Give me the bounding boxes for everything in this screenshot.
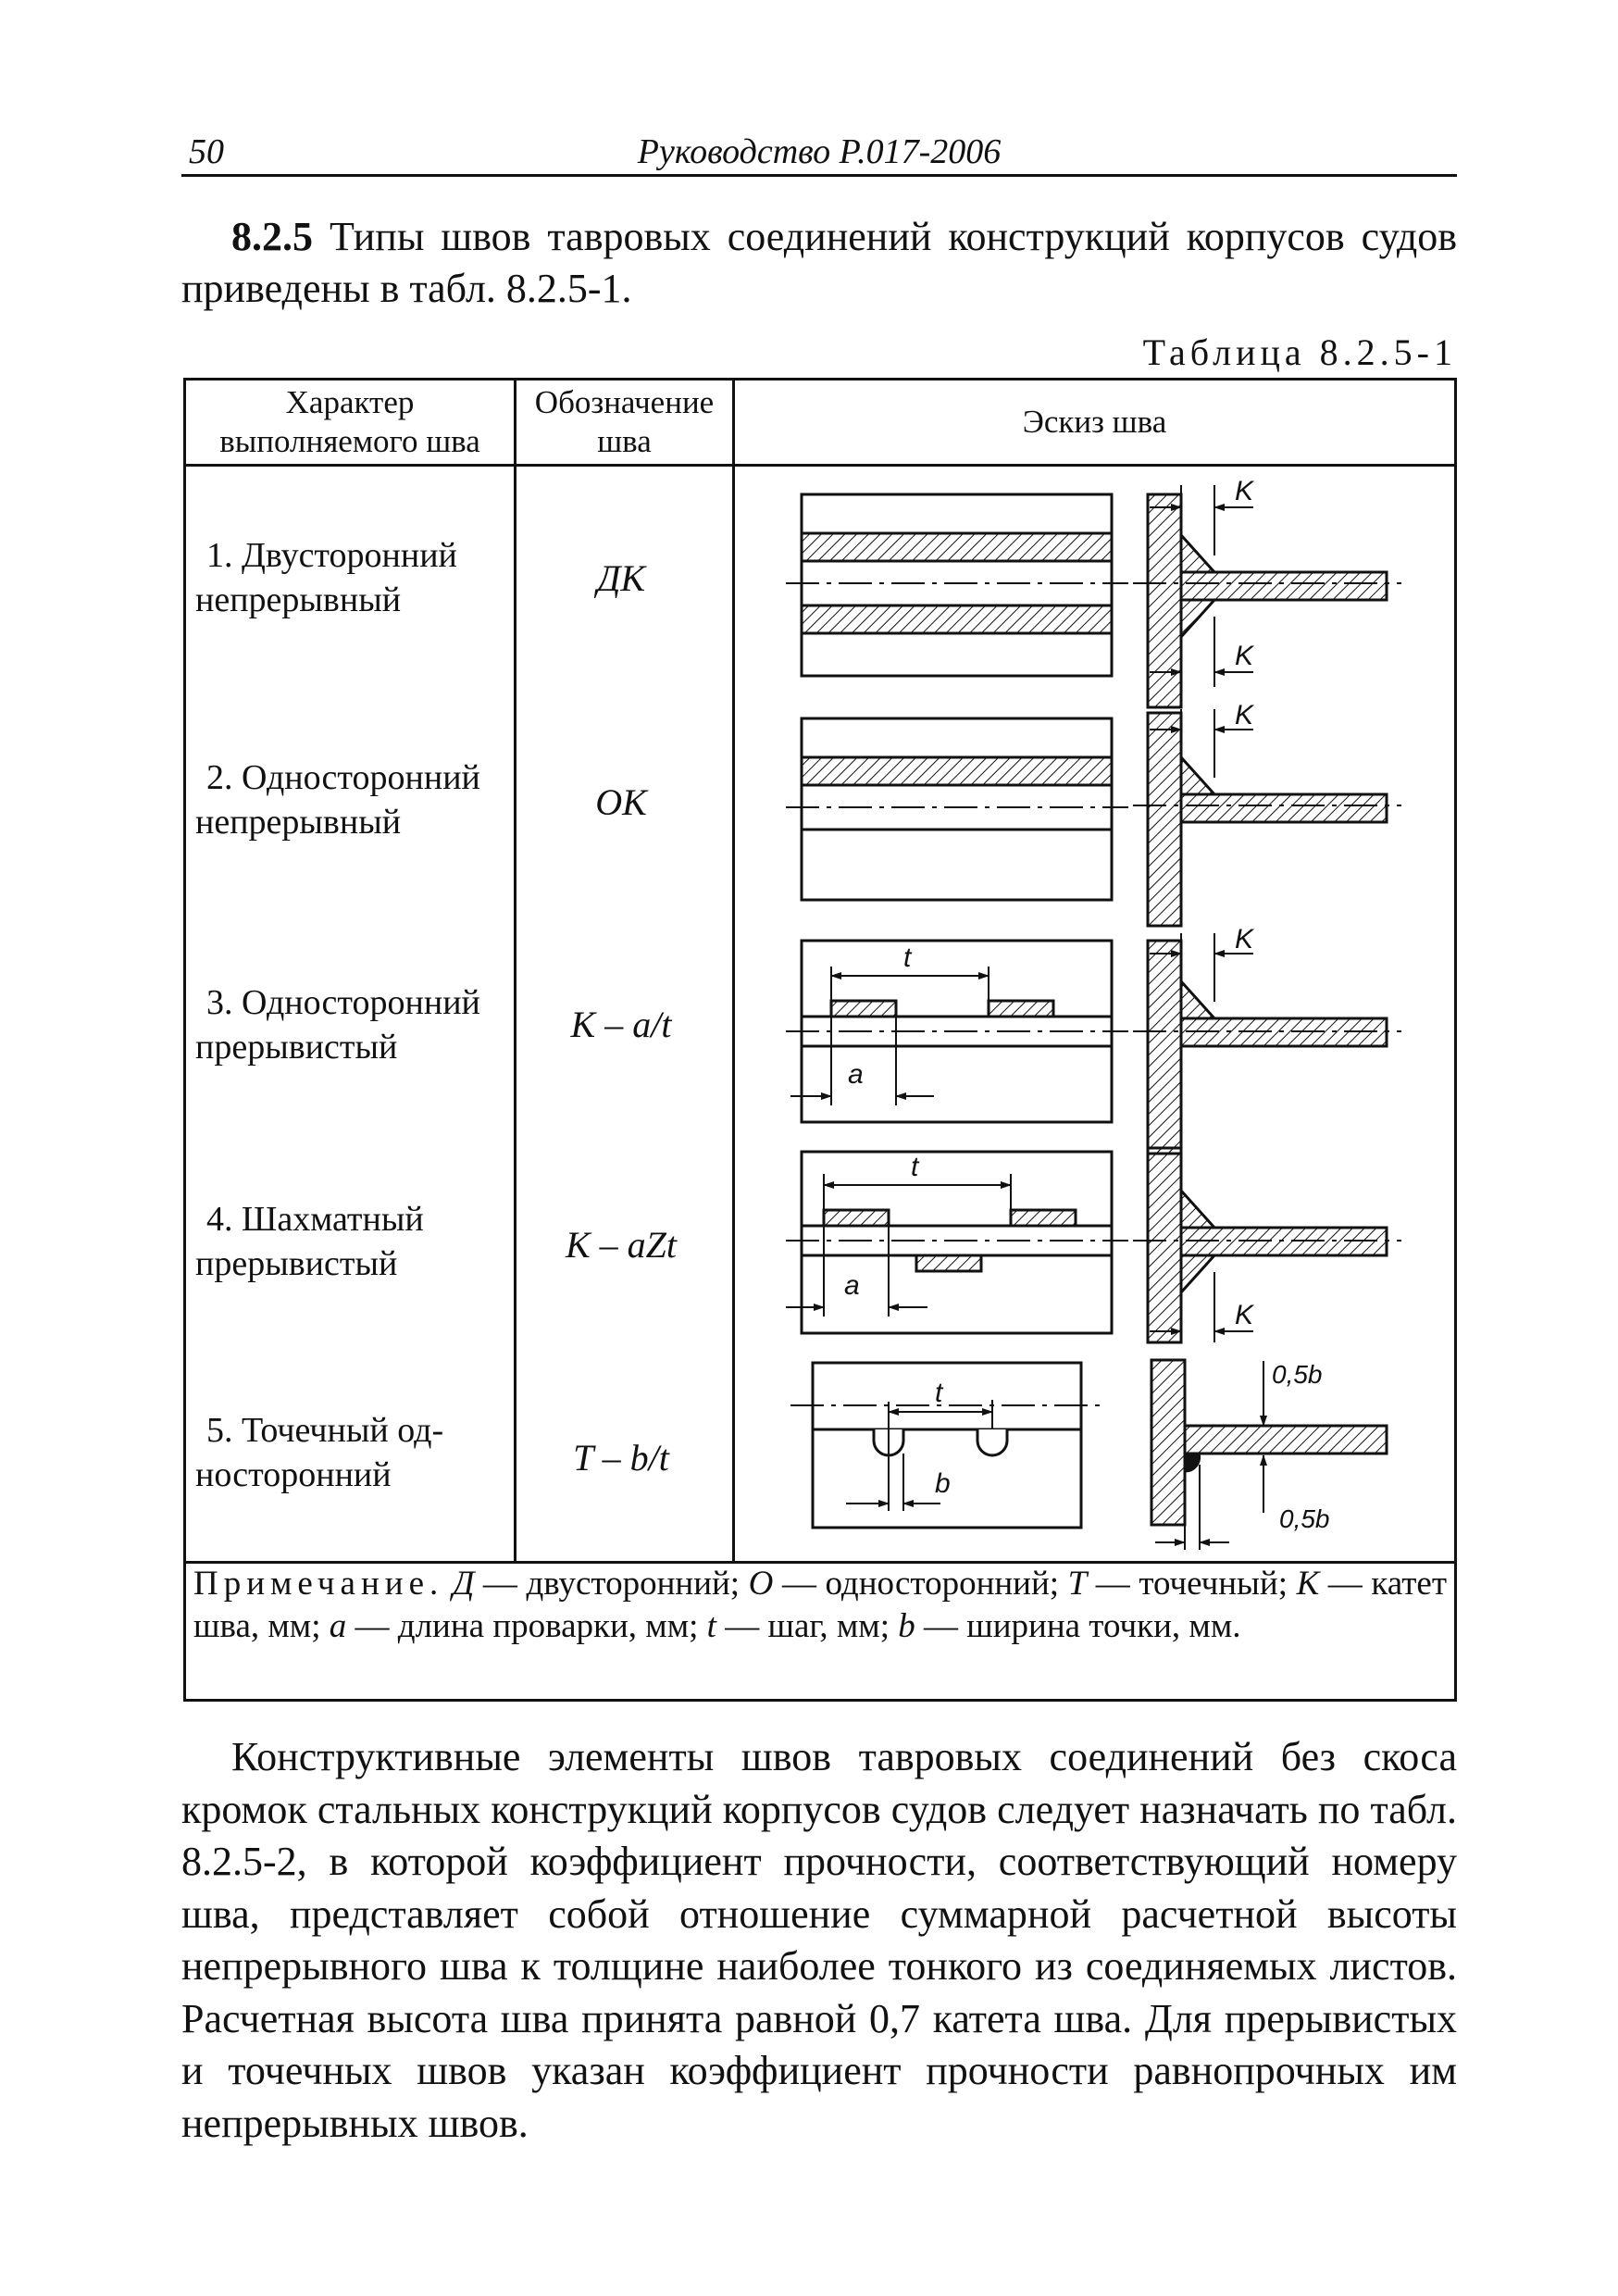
row-label: 4. Шахматный прерывистый	[195, 1200, 424, 1283]
page-header	[181, 128, 1457, 177]
row-label: 5. Точечный од- носторонний	[195, 1411, 444, 1494]
label-half-b: 0,5b	[1272, 1360, 1323, 1389]
header-weld-symbol: Обозначение шва	[534, 384, 715, 459]
sketch-row-3	[786, 933, 1401, 1154]
label-k: K	[1235, 641, 1254, 671]
intro-paragraph	[181, 211, 1457, 315]
weld-symbol: ОК	[595, 781, 647, 823]
label-k: K	[1235, 924, 1254, 955]
label-a: a	[844, 1270, 860, 1301]
running-title: Руководство Р.017-2006	[637, 132, 1002, 171]
sketch-row-1	[786, 485, 1401, 707]
label-a: a	[848, 1059, 864, 1090]
weld-types-table	[183, 378, 1457, 1702]
intro-text: Типы швов тавровых соединений конструкций корпусов судов приведены в табл. 8.2.5-1.	[181, 214, 1457, 311]
row-label: 1. Двусторонний непрерывный	[195, 536, 457, 619]
weld-symbol: K – a/t	[570, 1004, 672, 1045]
weld-symbol: K – aZt	[565, 1224, 678, 1266]
header-weld-type: Характер выполняемого шва	[219, 384, 480, 459]
sketch-row-4	[786, 1148, 1401, 1342]
label-half-b: 0,5b	[1279, 1504, 1330, 1533]
table-note: Примечание. Д — двусторонний; О — односторонний; Т — точечный; K — катет шва, мм; a — длина проварки, мм; t — шаг, мм; b — ширина точки, мм.	[193, 1565, 1448, 1645]
row-label: 2. Односторонний непрерывный	[195, 758, 480, 842]
note-title: Примечание.	[193, 1565, 444, 1603]
table-caption: Таблица 8.2.5-1	[1142, 331, 1457, 373]
weld-sketches	[735, 467, 1454, 1561]
header-weld-sketch: Эскиз шва	[1022, 404, 1167, 440]
weld-symbol: ДК	[596, 557, 645, 599]
label-k: K	[1235, 700, 1254, 730]
sketch-row-2	[786, 709, 1401, 926]
label-k: K	[1235, 476, 1254, 506]
label-t: t	[903, 942, 912, 973]
body-paragraph: Конструктивные элементы швов тавровых соединений без скоса кромок стальных конструкций корпусов судов следует назначать по табл. 8.2.5-2, в которой коэффициент прочности, соответствующий номеру шва, представляет собой отношение суммарной расчетной высоты непрерывного шва к толщине наиболее тонкого из соединяемых листов. Расчетная высота шва принята равной 0,7 катета шва. Для прерывистых и точечных швов указан коэффициент прочности равнопрочных им непрерывных швов.	[181, 1734, 1457, 2146]
label-k: K	[1235, 1300, 1254, 1330]
row-label: 3. Односторонний прерывистый	[195, 983, 480, 1067]
label-b: b	[935, 1468, 951, 1499]
weld-symbol: T – b/t	[573, 1437, 669, 1479]
page-number: 50	[189, 132, 224, 171]
label-t: t	[935, 1378, 943, 1408]
label-t: t	[911, 1152, 919, 1182]
clause-number: 8.2.5	[231, 214, 313, 259]
